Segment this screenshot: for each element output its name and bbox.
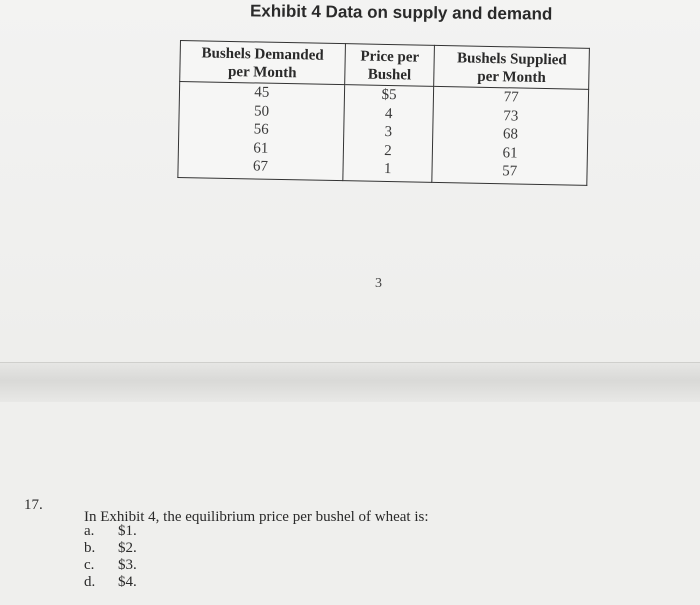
header-price-line-1: Price per (360, 48, 420, 66)
page-divider (0, 362, 700, 404)
header-supply-line-1: Bushels Supplied (456, 50, 567, 69)
header-price-line-2: Bushel (367, 66, 412, 84)
option-letter: b. (84, 540, 96, 556)
supply-cell: 57 (502, 163, 518, 180)
header-supply (434, 45, 589, 89)
header-demand-line-2: per Month (227, 63, 297, 82)
option-text: $1. (118, 523, 137, 539)
price-column (343, 85, 434, 182)
page-number: 3 (375, 276, 382, 291)
answer-option-a[interactable] (84, 523, 137, 540)
option-letter: c. (84, 557, 95, 573)
supply-column (432, 86, 588, 184)
demand-column (178, 82, 345, 181)
exhibit-title (250, 1, 552, 24)
price-cell: 3 (384, 123, 393, 141)
option-letter: a. (84, 523, 95, 539)
price-cell: 2 (384, 142, 392, 159)
supply-demand-table (177, 40, 590, 185)
option-letter: d. (84, 574, 96, 590)
question-number: 17. (24, 497, 43, 513)
table-body-row (178, 82, 589, 185)
answer-option-b[interactable] (84, 540, 137, 557)
option-text: $4. (118, 574, 137, 590)
demand-cell: 45 (254, 84, 270, 101)
supply-cell: 68 (502, 126, 519, 143)
answer-option-d[interactable] (84, 574, 137, 591)
header-demand (180, 41, 346, 85)
exhibit-title-text: Data on supply and demand (325, 2, 553, 24)
header-supply-line-2: per Month (477, 68, 546, 87)
demand-cell: 50 (253, 102, 270, 120)
answer-option-c[interactable] (84, 557, 137, 574)
price-cell: 4 (384, 105, 393, 122)
option-text: $3. (118, 557, 137, 573)
price-cell: $5 (381, 86, 397, 104)
price-cell: 1 (383, 160, 392, 178)
supply-cell: 61 (502, 144, 518, 162)
demand-cell: 61 (253, 139, 269, 157)
exhibit-label: Exhibit 4 (249, 1, 321, 22)
demand-cell: 56 (253, 121, 269, 138)
option-text: $2. (118, 540, 137, 556)
supply-cell: 77 (503, 89, 519, 106)
question-text: In Exhibit 4, the equilibrium price per bushel of wheat is: (84, 509, 429, 525)
supply-cell: 73 (503, 107, 519, 125)
header-demand-line-1: Bushels Demanded (201, 45, 324, 64)
header-price (344, 44, 434, 87)
demand-cell: 67 (252, 158, 269, 175)
